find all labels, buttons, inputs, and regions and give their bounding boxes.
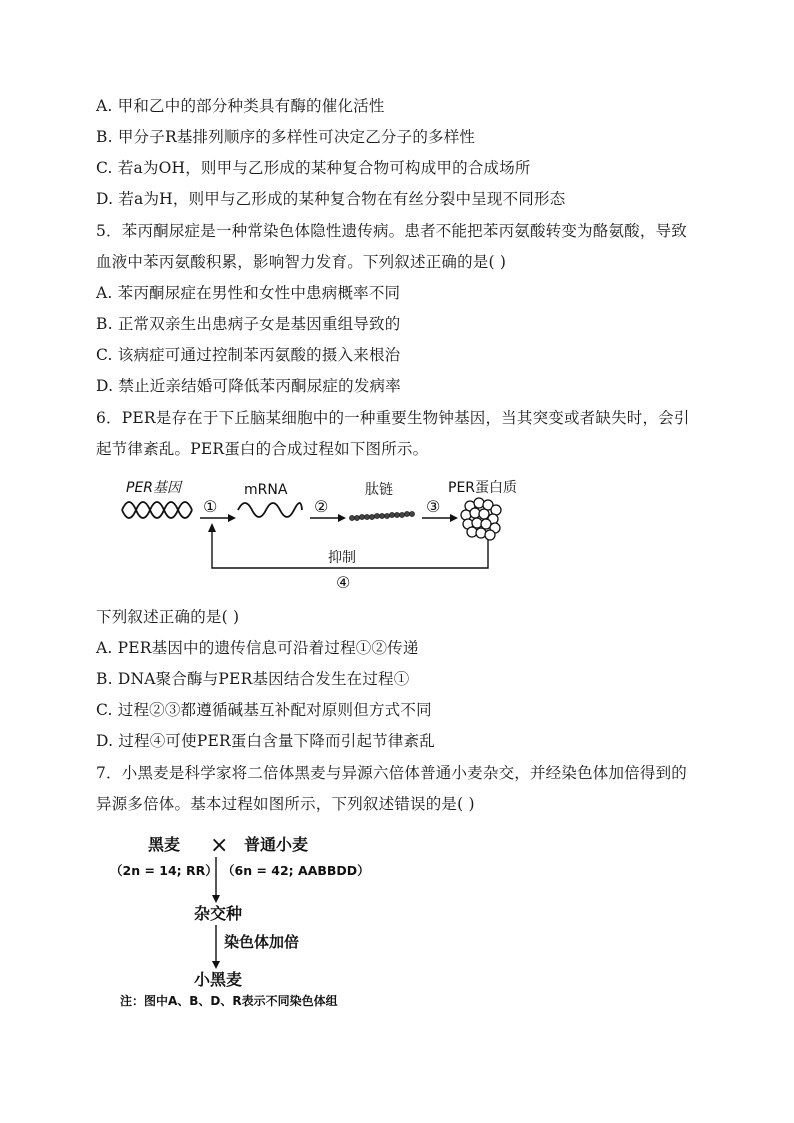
step1-marker: ① [203,497,218,516]
chain-label: 肽链 [365,482,393,498]
q5-stem-line1: 5．苯丙酮尿症是一种常染色体隐性遗传病。患者不能把苯丙氨酸转变为酪氨酸，导致 [96,222,687,240]
mrna-label: mRNA [244,482,288,498]
q5-option-c: C. 该病症可通过控制苯丙氨酸的摄入来根治 [96,346,401,364]
peptide-chain-icon [349,511,414,520]
triticale-breeding-diagram [110,825,410,1015]
q6-option-d: D. 过程④可使PER蛋白含量下降而引起节律紊乱 [96,732,435,750]
cross-symbol: × [210,833,229,858]
gene-label: PER基因 [126,480,182,496]
q6-stem-line2: 起节律紊乱。PER蛋白的合成过程如下图所示。 [96,440,429,458]
protein-label: PER蛋白质 [448,480,518,496]
q5-option-b: B. 正常双亲生出患病子女是基因重组导致的 [96,315,401,333]
step3-marker: ③ [426,497,441,516]
q7-stem-line2: 异源多倍体。基本过程如图所示，下列叙述错误的是( ) [96,795,475,813]
q5-option-a: A. 苯丙酮尿症在男性和女性中患病概率不同 [96,284,401,302]
q6-question: 下列叙述正确的是( ) [96,608,240,626]
q4-option-a: A. 甲和乙中的部分种类具有酶的催化活性 [96,97,385,115]
dna-helix-icon [122,502,192,518]
q5-stem-line2: 血液中苯丙氨酸积累，影响智力发育。下列叙述正确的是( ) [96,253,507,271]
hybrid-label: 杂交种 [194,904,243,923]
q4-option-c: C. 若a为OH，则甲与乙形成的某种复合物可构成甲的合成场所 [96,159,531,177]
step4-marker: ④ [336,573,351,592]
q6-stem-line1: 6．PER是存在于下丘脑某细胞中的一种重要生物钟基因，当其突变或者缺失时，会引 [96,409,690,427]
diagram-note: 注：图中A、B、D、R表示不同染色体组 [120,994,338,1008]
protein-globule-icon [461,498,501,540]
q5-option-d: D. 禁止近亲结婚可降低苯丙酮尿症的发病率 [96,377,401,395]
q6-option-c: C. 过程②③都遵循碱基互补配对原则但方式不同 [96,701,432,719]
q6-option-a: A. PER基因中的遗传信息可沿着过程①②传递 [96,639,419,657]
q6-option-b: B. DNA聚合酶与PER基因结合发生在过程① [96,670,410,688]
per-synthesis-diagram [110,470,530,600]
parent1-info: （2n = 14; RR） [110,863,218,878]
result-label: 小黑麦 [194,970,243,989]
process-label: 染色体加倍 [224,933,300,951]
mrna-strand-icon [238,503,302,517]
q4-option-d: D. 若a为H，则甲与乙形成的某种复合物在有丝分裂中呈现不同形态 [96,190,566,208]
parent2-info: （6n = 42; AABBDD） [222,863,370,878]
q4-option-b: B. 甲分子R基排列顺序的多样性可决定乙分子的多样性 [96,128,476,146]
q7-stem-line1: 7．小黑麦是科学家将二倍体黑麦与异源六倍体普通小麦杂交，并经染色体加倍得到的 [96,764,687,782]
parent1-label: 黑麦 [148,835,181,854]
inhibit-label: 抑制 [328,550,356,566]
step2-marker: ② [314,497,329,516]
parent2-label: 普通小麦 [244,835,309,854]
